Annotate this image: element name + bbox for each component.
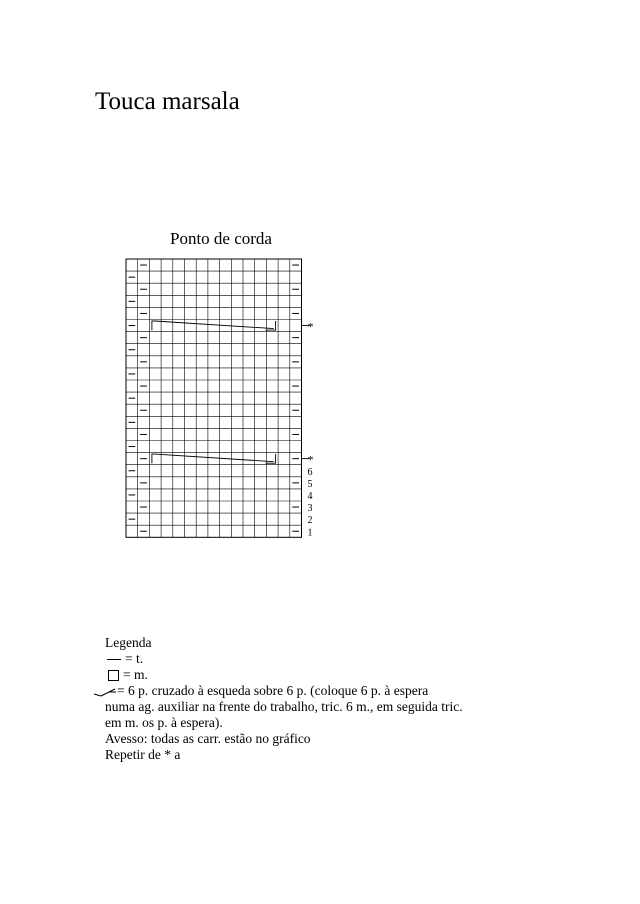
cable-symbol-icon <box>93 688 115 696</box>
legend-cable <box>105 683 463 699</box>
chart-frame <box>126 259 302 537</box>
repeat-marker: * <box>307 319 314 334</box>
legend-heading: Legenda <box>105 635 152 650</box>
legend-repeat: Repetir de * a <box>105 747 181 762</box>
page-title: Touca marsala <box>95 88 240 115</box>
knit-symbol-icon <box>108 670 119 681</box>
legend-purl <box>105 651 463 667</box>
legend-cable-text: = 6 p. cruzado à esqueda sobre 6 p. (coloque 6 p. à espera <box>117 683 429 698</box>
row-number: 6 <box>307 466 313 478</box>
legend <box>105 635 463 763</box>
row-number: 4 <box>307 490 313 502</box>
row-number: 5 <box>307 478 313 490</box>
chart-title: Ponto de corda <box>170 229 272 248</box>
legend-cable-text-3: em m. os p. à espera). <box>105 715 223 730</box>
row-number: 3 <box>307 503 313 515</box>
row-number: 2 <box>307 515 313 527</box>
purl-symbol-icon <box>107 659 121 660</box>
legend-wrong-side: Avesso: todas as carr. estão no gráfico <box>105 731 311 746</box>
row-number: 1 <box>307 527 313 539</box>
legend-purl-text: = t. <box>125 651 144 666</box>
legend-knit <box>105 667 463 683</box>
legend-knit-text: = m. <box>123 667 148 682</box>
legend-cable-text-2: numa ag. auxiliar na frente do trabalho, tric. 6 m., em seguida tric. <box>105 699 463 714</box>
repeat-marker: * <box>307 452 314 467</box>
